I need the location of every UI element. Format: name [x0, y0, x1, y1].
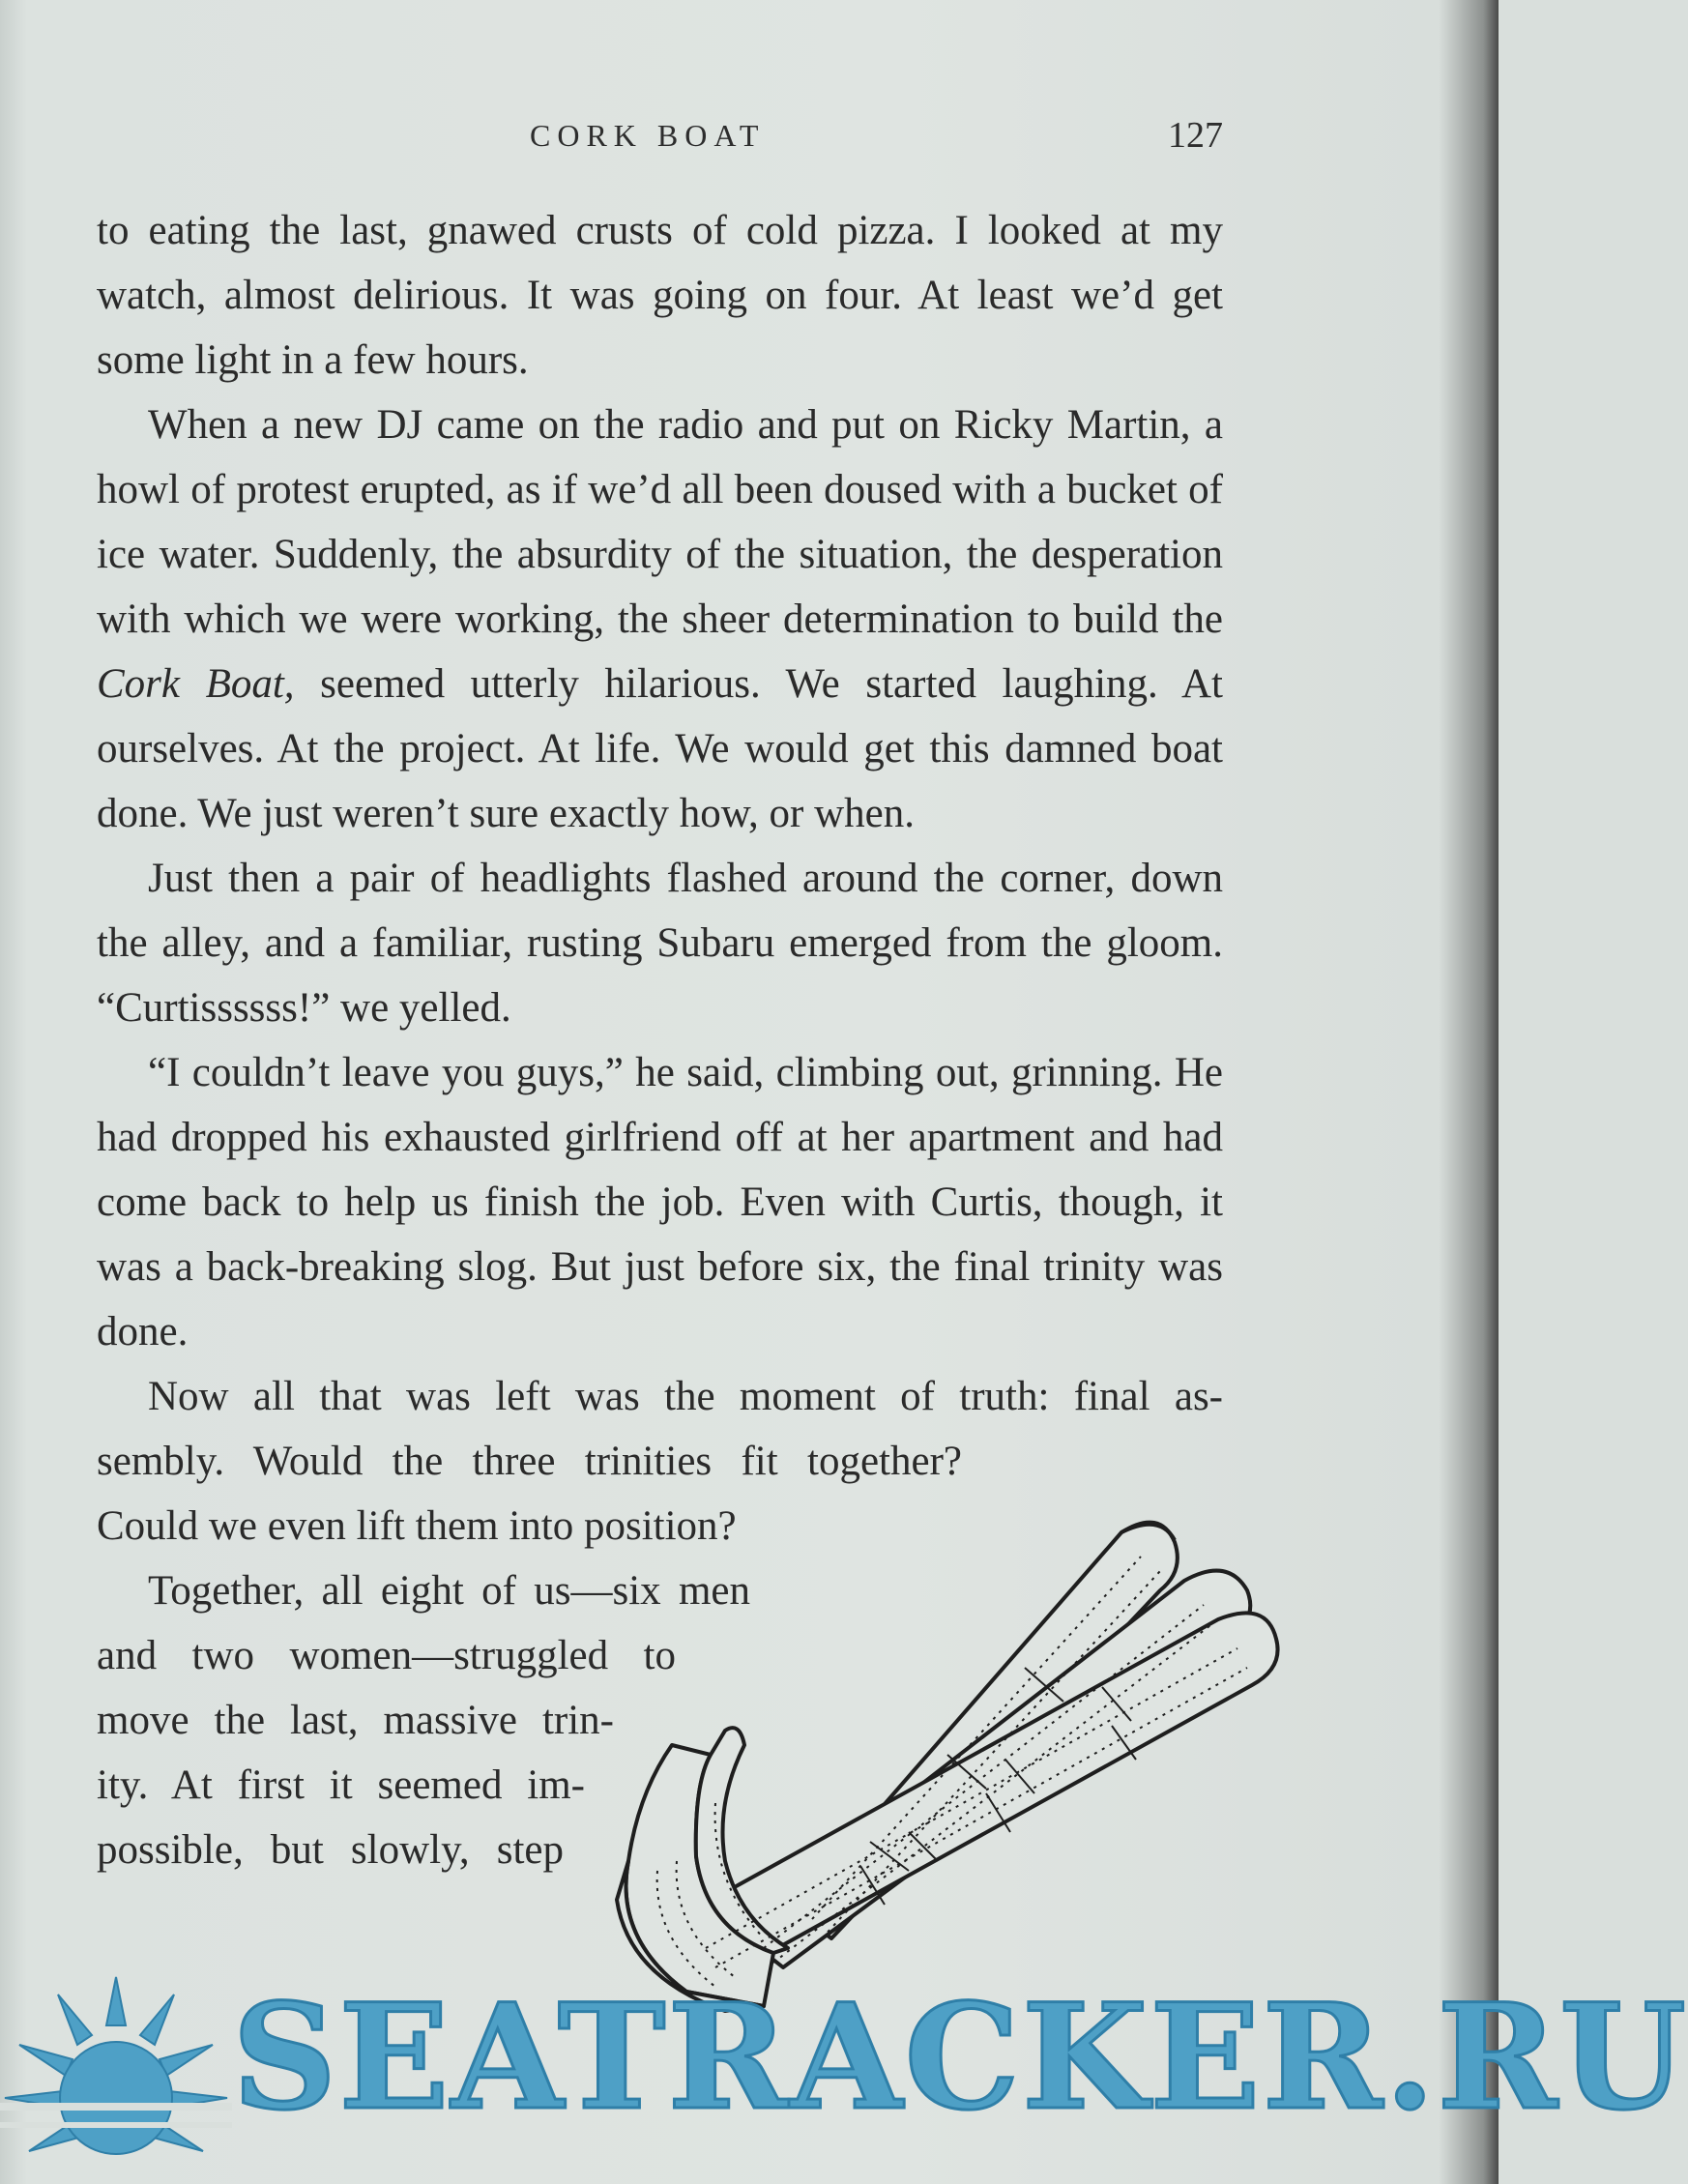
paragraph-2-text-a: When a new DJ came on the radio and put on Ricky Martin, a howl of protest erupted, as if we’d all been doused with a bucket of ice water. Suddenly, the absurdity of the situation, the desperation with which we were working, the sheer determination to build the: [97, 402, 1223, 642]
running-title: CORK BOAT: [530, 118, 766, 153]
paragraph-1: to eating the last, gnawed crusts of cold pizza. I looked at my watch, almost delirious. It was going on four. At least we’d get some light in a few hours.: [97, 208, 1223, 383]
paragraph-6-line-3: move the last, massive trin-: [97, 1698, 614, 1743]
watermark-text: SEATRACKER.RU: [232, 1972, 1688, 2142]
watermark: [0, 1967, 1688, 2170]
paragraph-2-text-b: seemed utterly hilarious. We started laughing. At ourselves. At the project. At life. We would get this damned boat done. We just weren’t sure exactly how, or when.: [97, 661, 1223, 836]
paragraph-5-line-2: sembly. Would the three trinities fit together?: [97, 1439, 962, 1484]
cork-boat-trinities-icon: [619, 1513, 1315, 2016]
paragraph-5-line-1: Now all that was left was the moment of truth: final as-: [148, 1374, 1223, 1419]
paragraph-6-line-2: and two women—struggled to: [97, 1633, 676, 1678]
page-number: 127: [1168, 115, 1223, 156]
paragraph-6-line-5: possible, but slowly, step: [97, 1827, 564, 1873]
paragraph-5-line-3: Could we even lift them into position?: [97, 1503, 737, 1549]
paragraph-3: Just then a pair of headlights flashed around the corner, down the alley, and a familiar, rusting Subaru emerged from the gloom. “Curtissssss!” we yelled.: [97, 856, 1223, 1031]
paragraph-6-line-1: Together, all eight of us—six men: [148, 1568, 750, 1614]
paragraph-2-italic-title: Cork Boat,: [97, 661, 295, 707]
paragraph-2: [97, 393, 1223, 846]
paragraph-4: “I couldn’t leave you guys,” he said, climbing out, grinning. He had dropped his exhausted girlfriend off at her apartment and had come back to help us finish the job. Even with Curtis, though, it was a back-breaking slog. But just before six, the final trinity was done.: [97, 1050, 1223, 1354]
sun-logo-icon: [0, 1967, 232, 2170]
paragraph-6-line-4: ity. At first it seemed im-: [97, 1762, 585, 1808]
running-head: [97, 114, 1223, 162]
